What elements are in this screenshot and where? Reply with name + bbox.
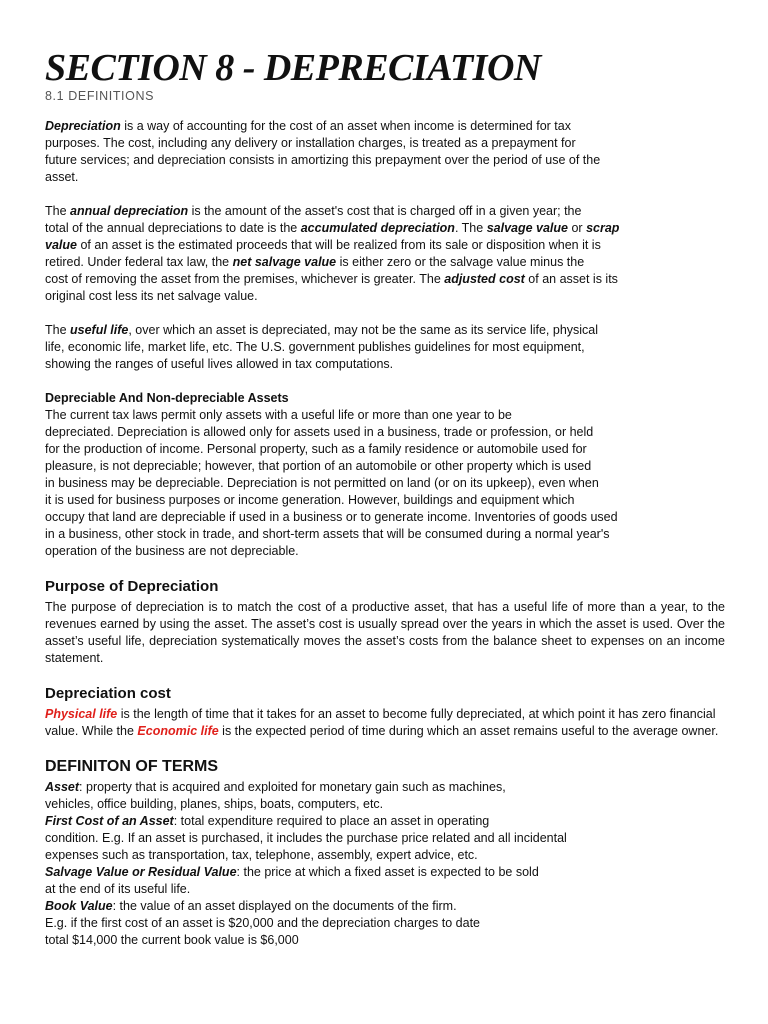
text-line: it is used for business purposes or income generation. However, buildings and equipment which bbox=[45, 493, 575, 507]
subheading-depreciable-assets: Depreciable And Non-depreciable Assets bbox=[45, 391, 289, 405]
text: is either zero or the salvage value minus the bbox=[336, 255, 585, 269]
text-line: future services; and depreciation consists in amortizing this prepayment over the period of use of the bbox=[45, 153, 601, 167]
text: is the expected period of time during which an asset remains useful to the average owner. bbox=[218, 724, 719, 738]
heading-definition-of-terms: DEFINITON OF TERMS bbox=[45, 758, 219, 775]
term-first-cost: First Cost of an Asset bbox=[45, 814, 174, 828]
text-line: life, economic life, market life, etc. The U.S. government publishes guidelines for most equipment, bbox=[45, 340, 585, 354]
document-body bbox=[45, 118, 725, 949]
text: of an asset is the estimated proceeds that will be realized from its sale or disposition when it is bbox=[76, 238, 601, 252]
text: : property that is acquired and exploited for monetary gain such as machines, bbox=[79, 780, 506, 794]
text: . The bbox=[454, 221, 487, 235]
term-salvage-residual-value: Salvage Value or Residual Value bbox=[45, 865, 237, 879]
section-definition-of-terms bbox=[45, 757, 725, 949]
text: : the value of an asset displayed on the documents of the firm. bbox=[112, 899, 457, 913]
text-line: original cost less its net salvage value. bbox=[45, 289, 258, 303]
text-line: E.g. if the first cost of an asset is $20,000 and the depreciation charges to date bbox=[45, 916, 480, 930]
text-line: occupy that land are depreciable if used in a business or to generate income. Inventories of goods used bbox=[45, 510, 618, 524]
text: is a way of accounting for the cost of an asset when income is determined for tax bbox=[120, 119, 571, 133]
text: value. While the bbox=[45, 724, 138, 738]
text: total of the annual depreciations to date is the bbox=[45, 221, 301, 235]
text: , over which an asset is depreciated, may not be the same as its service life, physical bbox=[128, 323, 599, 337]
text: : the price at which a fixed asset is expected to be sold bbox=[236, 865, 539, 879]
section-purpose bbox=[45, 577, 725, 667]
text: retired. Under federal tax law, the bbox=[45, 255, 233, 269]
text-line: in business may be depreciable. Depreciation is not permitted on land (or on its upkeep), even when bbox=[45, 476, 599, 490]
term-asset: Asset bbox=[45, 780, 80, 794]
term-economic-life: Economic life bbox=[137, 724, 219, 738]
text-line: operation of the business are not depreciable. bbox=[45, 544, 299, 558]
term-adjusted-cost: adjusted cost bbox=[444, 272, 525, 286]
term-value: value bbox=[45, 238, 77, 252]
text: The bbox=[45, 204, 71, 218]
paragraph-depreciation bbox=[45, 118, 725, 186]
text-line: depreciated. Depreciation is allowed only for assets used in a business, trade or profession, or held bbox=[45, 425, 594, 439]
text-line: at the end of its useful life. bbox=[45, 882, 191, 896]
text-line: asset’s useful life, depreciation systematically moves the asset’s costs from the balance sheet to expenses on an income bbox=[45, 634, 725, 648]
text-line: The current tax laws permit only assets with a useful life or more than one year to be bbox=[45, 408, 512, 422]
term-depreciation: Depreciation bbox=[45, 119, 121, 133]
paragraph-useful-life bbox=[45, 322, 725, 373]
text: of an asset is its bbox=[524, 272, 618, 286]
term-accumulated-depreciation: accumulated depreciation bbox=[300, 221, 455, 235]
text-line: showing the ranges of useful lives allowed in tax computations. bbox=[45, 357, 394, 371]
text-line: pleasure, is not depreciable; however, that portion of an automobile or other property which is used bbox=[45, 459, 592, 473]
text-line: condition. E.g. If an asset is purchased, it includes the purchase price related and all incidental bbox=[45, 831, 567, 845]
text-line: for the production of income. Personal property, such as a family residence or automobile used for bbox=[45, 442, 587, 456]
term-scrap: scrap bbox=[586, 221, 620, 235]
text-line: vehicles, office building, planes, ships, boats, computers, etc. bbox=[45, 797, 384, 811]
term-book-value: Book Value bbox=[45, 899, 113, 913]
page-title: SECTION 8 - DEPRECIATION bbox=[45, 47, 541, 89]
text: : total expenditure required to place an asset in operating bbox=[173, 814, 490, 828]
text: is the length of time that it takes for an asset to become fully depreciated, at which point it has zero financial bbox=[117, 707, 716, 721]
term-net-salvage-value: net salvage value bbox=[232, 255, 337, 269]
term-salvage-value: salvage value bbox=[486, 221, 568, 235]
term-useful-life: useful life bbox=[70, 323, 129, 337]
paragraph-annual-depreciation bbox=[45, 203, 725, 305]
text: cost of removing the asset from the premises, whichever is greater. The bbox=[45, 272, 445, 286]
term-physical-life: Physical life bbox=[45, 707, 118, 721]
text-line: purposes. The cost, including any delivery or installation charges, is treated as a prepayment for bbox=[45, 136, 576, 150]
text: The bbox=[45, 323, 71, 337]
section-depreciation-cost bbox=[45, 684, 725, 740]
heading-purpose-of-depreciation: Purpose of Depreciation bbox=[45, 578, 219, 595]
text-line: revenues earned by using the asset. The asset’s cost is usually spread over the years in which the asset is used. Over the bbox=[45, 617, 725, 631]
text-line: statement. bbox=[45, 651, 104, 665]
text: is the amount of the asset's cost that is charged off in a given year; the bbox=[188, 204, 582, 218]
heading-depreciation-cost: Depreciation cost bbox=[45, 685, 171, 702]
text-line: in a business, other stock in trade, and short-term assets that will be consumed during a normal year's bbox=[45, 527, 610, 541]
text-line: asset. bbox=[45, 170, 79, 184]
text: or bbox=[568, 221, 587, 235]
term-annual-depreciation: annual depreciation bbox=[70, 204, 189, 218]
text-line: The purpose of depreciation is to match the cost of a productive asset, that has a useful life of more than a year, to the bbox=[45, 600, 725, 614]
section-depreciable-assets bbox=[45, 390, 725, 560]
text-line: expenses such as transportation, tax, telephone, assembly, expert advice, etc. bbox=[45, 848, 478, 862]
section-subtitle: 8.1 DEFINITIONS bbox=[45, 89, 155, 103]
text-line: total $14,000 the current book value is $6,000 bbox=[45, 933, 299, 947]
